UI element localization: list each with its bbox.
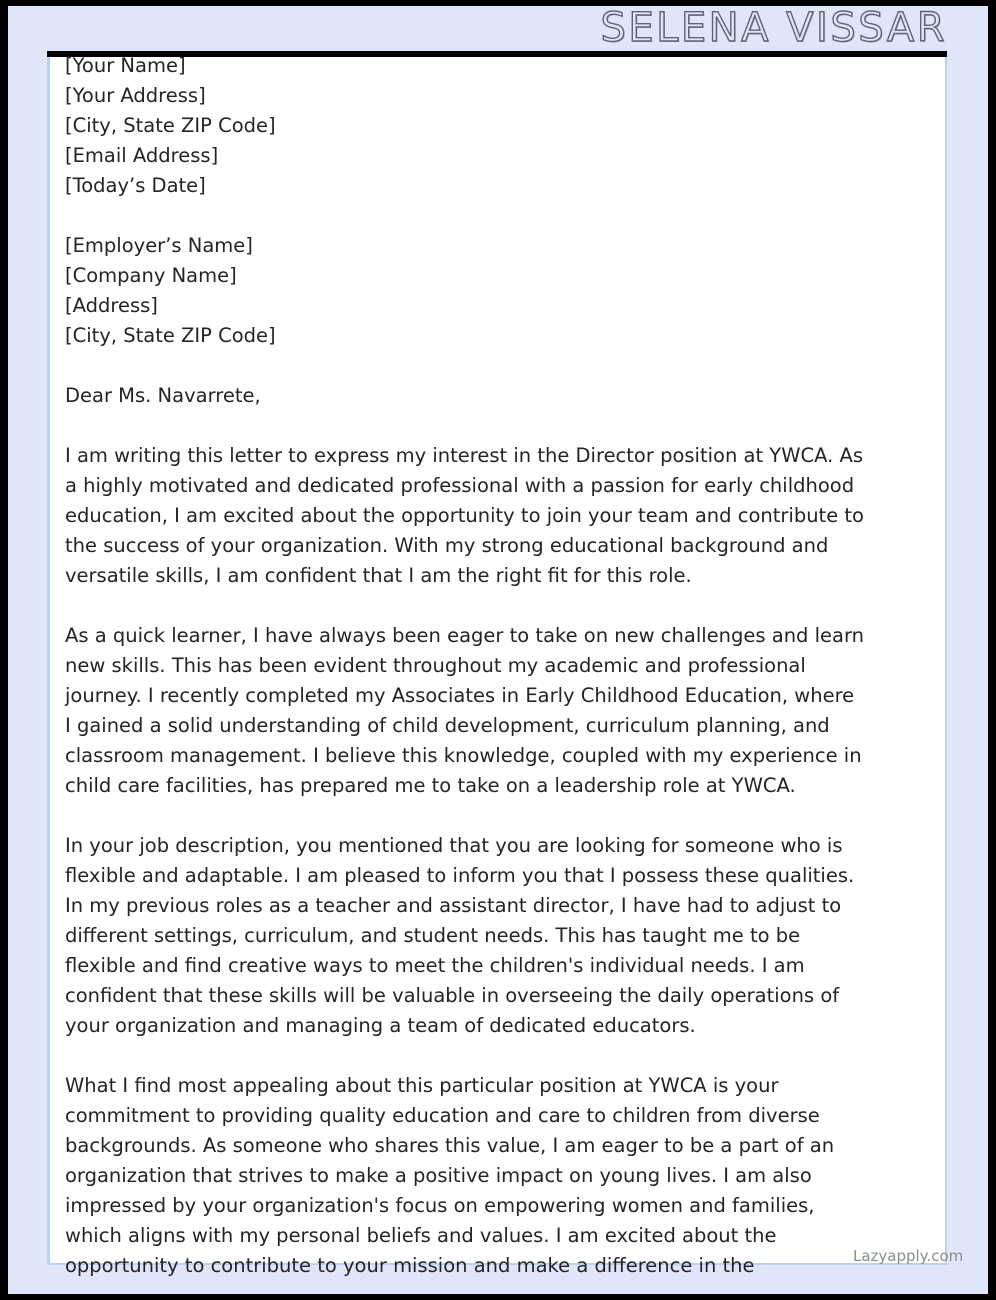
sender-line: [Today’s Date] [65, 174, 206, 197]
spacer [65, 591, 865, 621]
body-paragraph: As a quick learner, I have always been eager to take on new challenges and learn new skills. This has been evident throughout my academic and professional journey. I recently completed my Associates in Early Childhood Education, where I gained a solid understanding of child development, curriculum planning, and classroom management. I believe this knowledge, coupled with my experience in child care facilities, has prepared me to take on a leadership role at YWCA. [65, 624, 865, 797]
letter-body [65, 51, 865, 1281]
body-paragraph: In your job description, you mentioned that you are looking for someone who is flexible and adaptable. I am pleased to inform you that I possess these qualities. In my previous roles as a teacher and assistant director, I have had to adjust to different settings, curriculum, and student needs. This has taught me to be flexible and find creative ways to meet the children's individual needs. I am confident that these skills will be valuable in overseeing the daily operations of your organization and managing a team of dedicated educators. [65, 834, 855, 1037]
sender-line: [Your Name] [65, 54, 186, 77]
sender-line: [City, State ZIP Code] [65, 114, 276, 137]
spacer [65, 411, 865, 441]
recipient-line: [Employer’s Name] [65, 234, 253, 257]
sender-line: [Email Address] [65, 144, 219, 167]
spacer [65, 1041, 865, 1071]
recipient-line: [City, State ZIP Code] [65, 324, 276, 347]
recipient-address-block [65, 231, 865, 351]
sender-address-block [65, 51, 865, 201]
body-paragraph: What I find most appealing about this particular position at YWCA is your commitment to providing quality education and care to children from diverse backgrounds. As someone who shares this value, I am eager to be a part of an organization that strives to make a positive impact on young lives. I am also impressed by your organization's focus on empowering women and families, which aligns with my personal beliefs and values. I am excited about the opportunity to contribute to your mission and make a difference in the [65, 1074, 835, 1277]
letterhead-header [8, 6, 988, 51]
recipient-line: [Address] [65, 294, 158, 317]
salutation: Dear Ms. Navarrete, [65, 384, 261, 407]
letterhead-name: SELENA VISSAR [600, 6, 947, 51]
spacer [65, 351, 865, 381]
watermark: Lazyapply.com [853, 1247, 964, 1265]
recipient-line: [Company Name] [65, 264, 237, 287]
document-canvas [8, 6, 988, 1294]
spacer [65, 801, 865, 831]
spacer [65, 201, 865, 231]
sender-line: [Your Address] [65, 84, 206, 107]
body-paragraph: I am writing this letter to express my interest in the Director position at YWCA. As a highly motivated and dedicated professional with a passion for early childhood education, I am excited about the opportunity to join your team and contribute to the success of your organization. With my strong educational background and versatile skills, I am confident that I am the right fit for this role. [65, 444, 864, 587]
